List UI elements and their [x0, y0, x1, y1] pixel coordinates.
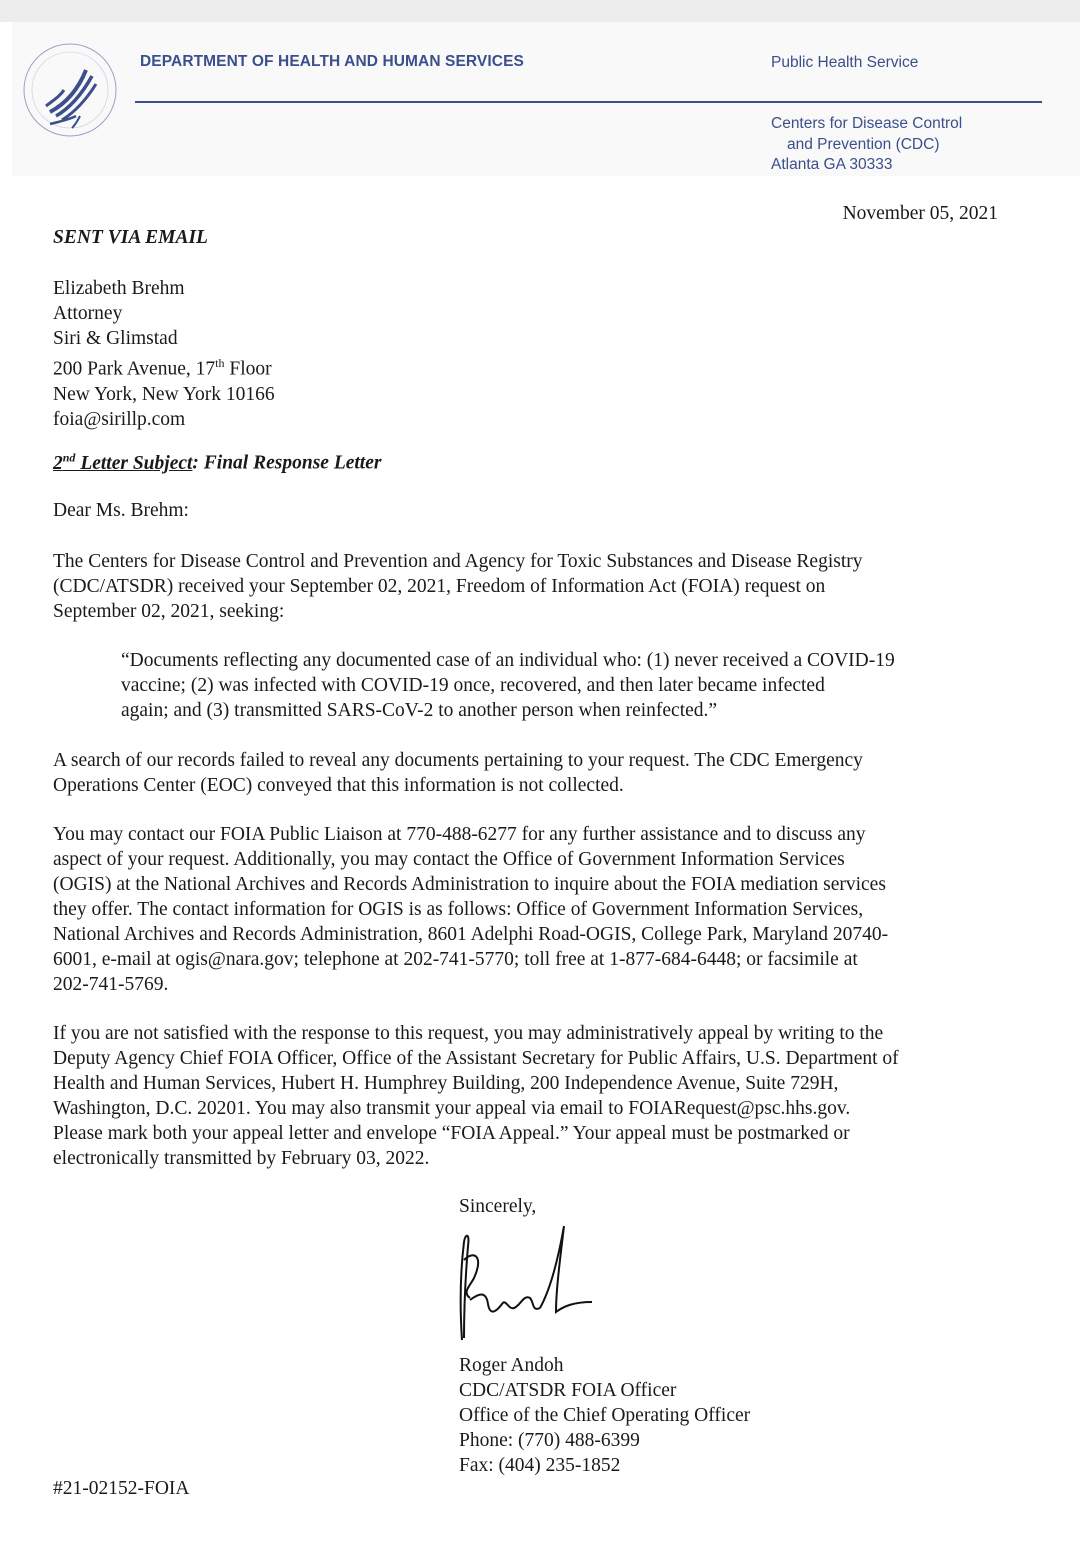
- agency-line: Centers for Disease Control: [771, 115, 963, 132]
- signer-name: Roger Andoh: [459, 1355, 564, 1376]
- street-sup: th: [215, 356, 225, 370]
- contact-paragraph: You may contact our FOIA Public Liaison at 770-488-6277 for any further assistance and to discuss any aspect of your request. Additionally, you may contact the Office of Government Information Services (OGIS) at the National Archives and Records Administration to inquire about the FOIA mediation services they offer. The contact information for OGIS is as follows: Office of Government Information Services, National Archives and Records Administration, 8601 Adelphi Road-OGIS, College Park, Maryland 20740- 6001, e-mail at ogis@nara.gov; telephone at 202-741-5770; toll free at 1-877-684-6448; or facsimile at 202-741-5769.: [53, 824, 889, 995]
- department-name: DEPARTMENT OF HEALTH AND HUMAN SERVICES: [140, 53, 524, 70]
- appeal-paragraph: If you are not satisfied with the response to this request, you may administratively appeal by writing to the Deputy Agency Chief FOIA Officer, Office of the Assistant Secretary for Public Affairs, U.S. Department of Health and Human Services, Hubert H. Humphrey Building, 200 Independence Avenue, Suite 729H, Washington, D.C. 20201. You may also transmit your appeal via email to FOIARequest@psc.hhs.gov. Please mark both your appeal letter and envelope “FOIA Appeal.” Your appeal must be postmarked or electronically transmitted by February 03, 2022.: [53, 1023, 899, 1169]
- viewer-top-band: [0, 0, 1080, 22]
- request-quote: “Documents reflecting any documented case of an individual who: (1) never received a COVID-19 vaccine; (2) was infected with COVID-19 once, recovered, and then later became infected again; and (3) transmitted SARS-CoV-2 to another person when reinfected.”: [121, 650, 895, 721]
- recipient-title: Attorney: [53, 303, 123, 324]
- reference-number: #21-02152-FOIA: [53, 1478, 190, 1499]
- closing: Sincerely,: [459, 1196, 537, 1217]
- recipient-firm: Siri & Glimstad: [53, 328, 178, 349]
- signer-phone: Phone: (770) 488-6399: [459, 1430, 640, 1451]
- intro-paragraph: The Centers for Disease Control and Prevention and Agency for Toxic Substances and Disease Registry (CDC/ATSDR) received your September 02, 2021, Freedom of Information Act (FOIA) request on September 02, 2021, seeking:: [53, 551, 863, 622]
- subject-ordinal: 2nd Letter Subject: [53, 450, 193, 474]
- subject-text: : Final Response Letter: [192, 452, 382, 474]
- signer-block: [459, 1353, 750, 1478]
- street-text-end: Floor: [224, 358, 272, 380]
- signer-title: CDC/ATSDR FOIA Officer: [459, 1380, 677, 1401]
- delivery-method: SENT VIA EMAIL: [53, 227, 208, 248]
- handwritten-signature: [452, 1220, 602, 1350]
- search-result-paragraph: A search of our records failed to reveal any documents pertaining to your request. The CDC Emergency Operations Center (EOC) conveyed that this information is not collected.: [53, 750, 863, 796]
- recipient-email: foia@sirillp.com: [53, 408, 186, 430]
- letter-subject: [53, 450, 381, 475]
- hhs-eagle-seal-icon: [20, 40, 120, 140]
- agency-line: Atlanta GA 30333: [771, 156, 893, 173]
- recipient-name: Elizabeth Brehm: [53, 278, 185, 299]
- signer-fax: Fax: (404) 235-1852: [459, 1455, 621, 1476]
- public-health-service: Public Health Service: [771, 54, 919, 71]
- letterhead-divider: [135, 101, 1042, 103]
- recipient-street: [53, 351, 275, 382]
- agency-address: [771, 114, 962, 176]
- signer-office: Office of the Chief Operating Officer: [459, 1405, 751, 1426]
- salutation: Dear Ms. Brehm:: [53, 500, 189, 521]
- agency-line: and Prevention (CDC): [787, 135, 940, 153]
- letter-date: November 05, 2021: [842, 203, 998, 224]
- recipient-city: New York, New York 10166: [53, 383, 275, 405]
- recipient-address: [53, 276, 275, 432]
- street-text: 200 Park Avenue, 17: [53, 358, 216, 380]
